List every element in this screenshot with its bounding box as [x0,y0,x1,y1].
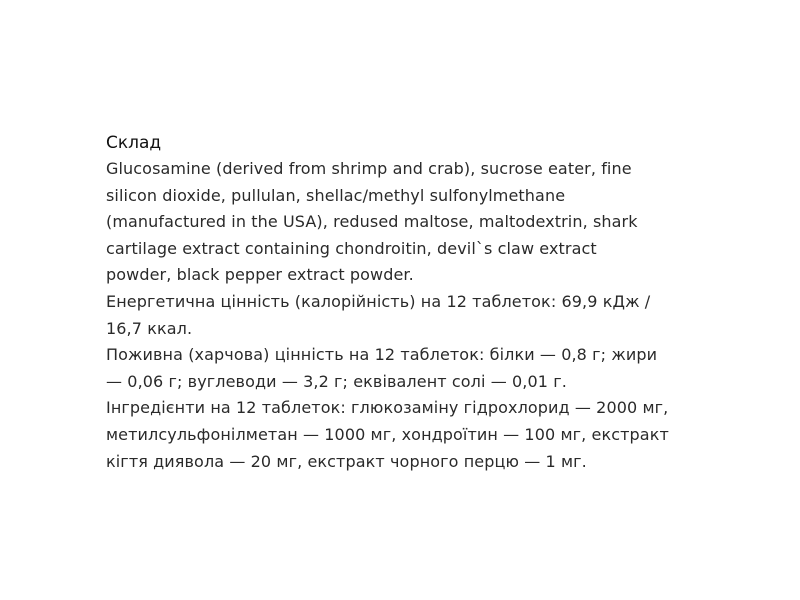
ingredients-line: кігтя диявола — 20 мг, екстракт чорного перцю — 1 мг. [106,451,587,471]
composition-line: cartilage extract containing chondroitin, devil`s claw extract [106,238,597,258]
composition-heading: Склад [106,133,162,153]
ingredients-line: метилсульфонілметан — 1000 мг, хондроїтин — 100 мг, екстракт [106,424,669,444]
energy-value-text [106,289,706,342]
energy-line: 16,7 ккал. [106,318,193,338]
nutrition-value-text [106,342,706,395]
composition-line: powder, black pepper extract powder. [106,265,414,285]
nutrition-line: Поживна (харчова) цінність на 12 таблеток: білки — 0,8 г; жири [106,345,658,365]
composition-line: silicon dioxide, pullulan, shellac/methyl sulfonylmethane [106,185,566,205]
composition-text [106,156,706,289]
composition-line: (manufactured in the USA), redused maltose, maltodextrin, shark [106,212,638,232]
product-composition [106,130,706,475]
composition-line: Glucosamine (derived from shrimp and crab), sucrose eater, fine [106,159,632,178]
ingredients-line: Інгредієнти на 12 таблеток: глюкозаміну гідрохлорид — 2000 мг, [106,398,669,418]
energy-line: Енергетична цінність (калорійність) на 12 таблеток: 69,9 кДж / [106,291,651,311]
nutrition-line: — 0,06 г; вуглеводи — 3,2 г; еквівалент солі — 0,01 г. [106,371,567,391]
ingredients-text [106,395,706,475]
